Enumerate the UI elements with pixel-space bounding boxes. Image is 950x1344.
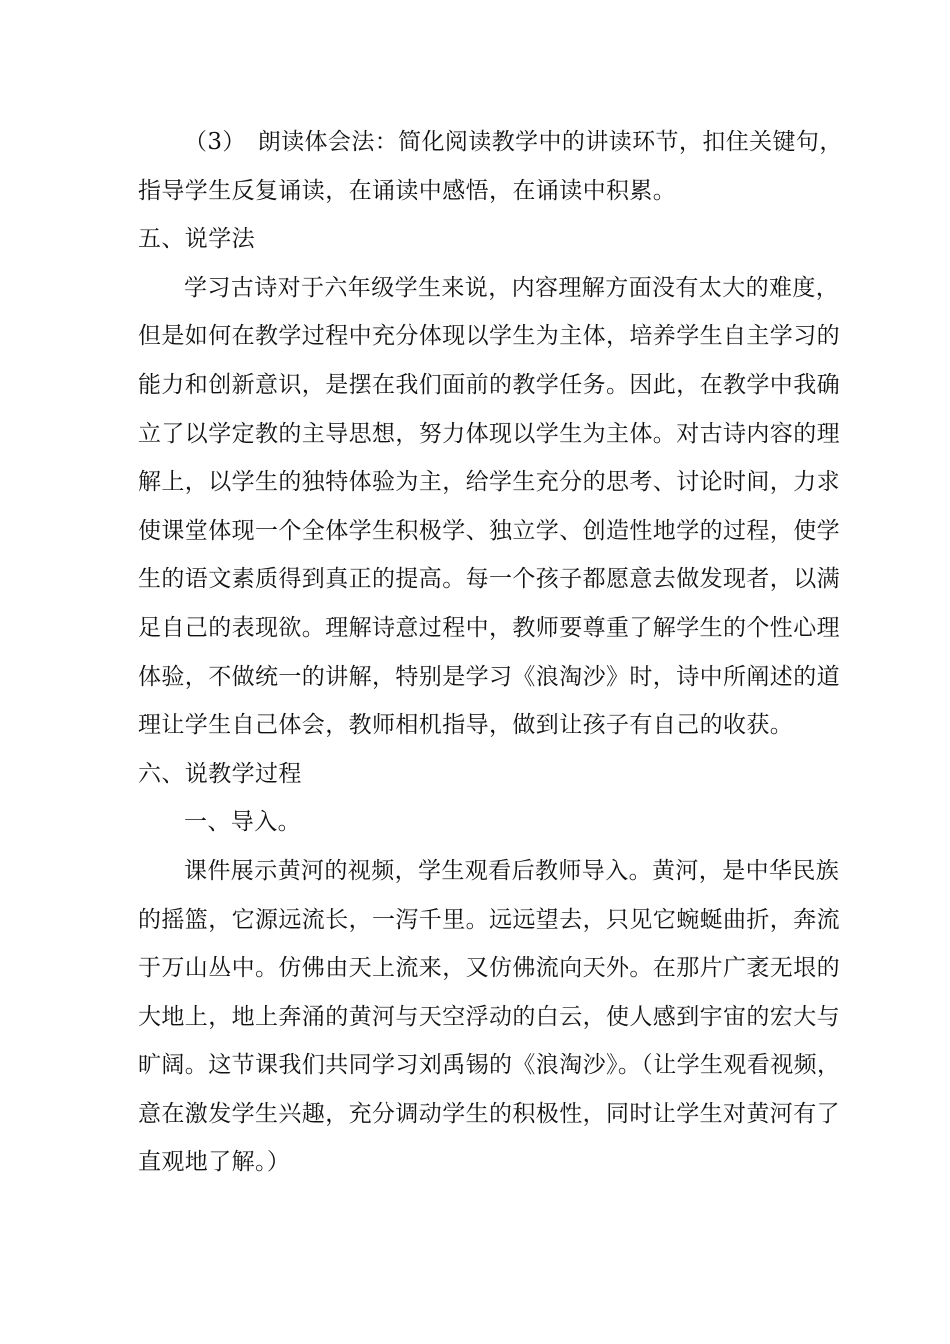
paragraph-line: 能力和创新意识，是摆在我们面前的教学任务。因此，在教学中我确	[138, 371, 840, 398]
paragraph-line: 的摇篮，它源远流长，一泻千里。远远望去，只见它蜿蜒曲折，奔流	[138, 906, 840, 933]
section-heading: 六、说教学过程	[138, 760, 302, 787]
subsection-heading: 一、导入。	[184, 809, 301, 836]
paragraph-line: 课件展示黄河的视频，学生观看后教师导入。黄河，是中华民族	[184, 857, 840, 884]
paragraph-line: 学习古诗对于六年级学生来说，内容理解方面没有太大的难度，	[184, 274, 840, 301]
paragraph-line: 大地上，地上奔涌的黄河与天空浮动的白云，使人感到宇宙的宏大与	[138, 1003, 840, 1030]
paragraph-line: 于万山丛中。仿佛由天上流来，又仿佛流向天外。在那片广袤无垠的	[138, 955, 840, 982]
paragraph-line: （3） 朗读体会法：简化阅读教学中的讲读环节，扣住关键句，	[184, 129, 843, 155]
paragraph-line: 指导学生反复诵读，在诵读中感悟，在诵读中积累。	[138, 177, 677, 204]
paragraph-line: 旷阔。这节课我们共同学习刘禹锡的《浪淘沙》。（让学生观看视频，	[138, 1052, 841, 1079]
paragraph-line: 足自己的表现欲。理解诗意过程中，教师要尊重了解学生的个性心理	[138, 614, 840, 641]
paragraph-line: 但是如何在教学过程中充分体现以学生为主体，培养学生自主学习的	[138, 323, 840, 350]
paragraph-line: 意在激发学生兴趣，充分调动学生的积极性，同时让学生对黄河有了	[138, 1100, 840, 1127]
paragraph-line: 理让学生自己体会，教师相机指导，做到让孩子有自己的收获。	[138, 712, 794, 739]
paragraph-line: 解上，以学生的独特体验为主，给学生充分的思考、讨论时间，力求	[138, 469, 840, 496]
paragraph-line: 立了以学定教的主导思想，努力体现以学生为主体。对古诗内容的理	[138, 420, 840, 447]
paragraph-line: 使课堂体现一个全体学生积极学、独立学、创造性地学的过程，使学	[138, 517, 840, 544]
paragraph-line: 生的语文素质得到真正的提高。每一个孩子都愿意去做发现者，以满	[138, 566, 840, 593]
paragraph-line: 体验，不做统一的讲解，特别是学习《浪淘沙》时，诗中所阐述的道	[138, 663, 840, 690]
paragraph-line: 直观地了解。）	[138, 1149, 291, 1176]
document-page	[138, 118, 843, 1187]
section-heading: 五、说学法	[138, 226, 255, 253]
